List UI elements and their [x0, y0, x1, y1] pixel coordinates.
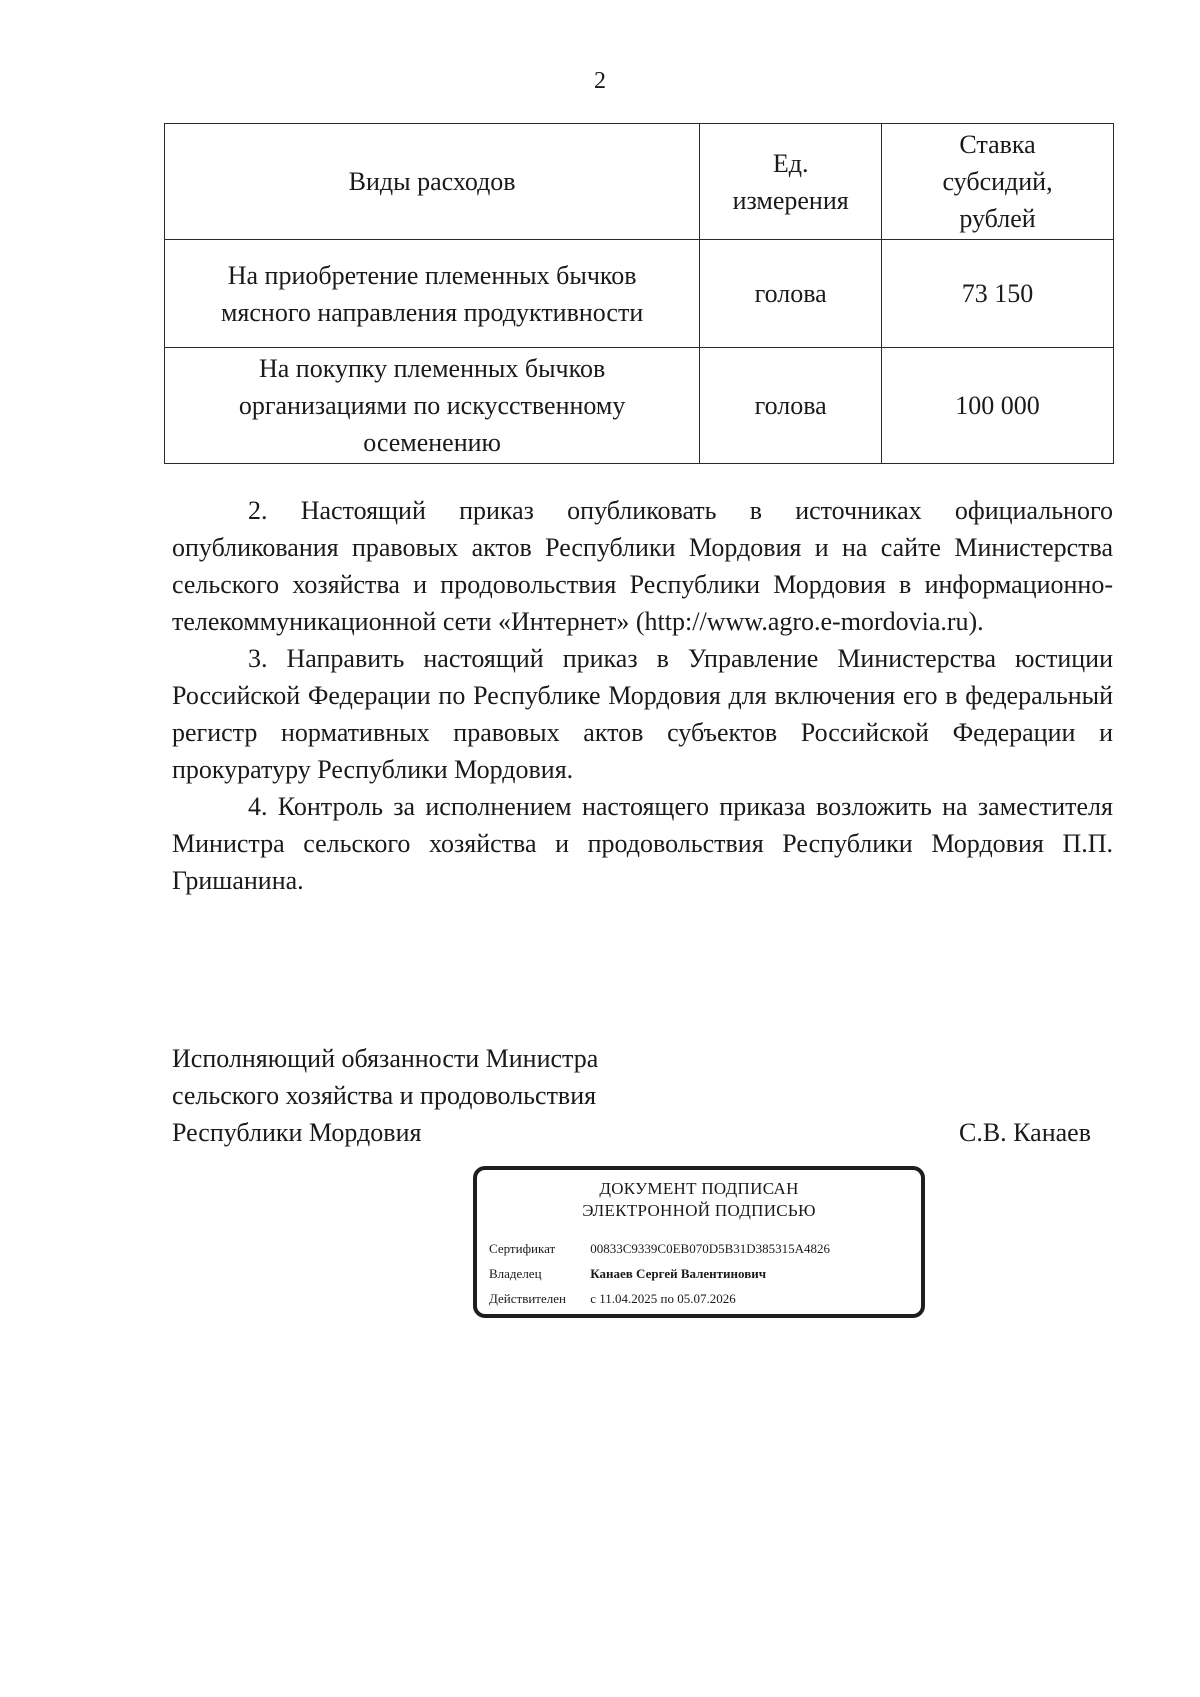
- stamp-owner-row: [489, 1261, 921, 1286]
- paragraph-registration: 3. Направить настоящий приказ в Управление Министерства юстиции Российской Федерации по Республике Мордовия для включения его в федеральный регистр нормативных правовых актов субъектов Российской Федерации и прокуратуру Республики Мордовия.: [172, 644, 1113, 784]
- header-rate-line: субсидий,: [942, 167, 1053, 196]
- stamp-title-line: ДОКУМЕНТ ПОДПИСАН: [599, 1179, 799, 1198]
- row-description-line: На покупку племенных бычков: [258, 354, 606, 383]
- stamp-certificate-value: 00833C9339C0EB070D5B31D385315A4826: [590, 1241, 831, 1256]
- header-rate-line: Ставка: [959, 130, 1036, 159]
- stamp-validity-label: Действителен: [489, 1291, 566, 1306]
- signatory-position-line: Исполняющий обязанности Министра: [172, 1044, 599, 1073]
- table-row: [165, 240, 1114, 348]
- row-unit: голова: [700, 240, 882, 348]
- order-body: [172, 492, 1113, 899]
- row-rate: 100 000: [882, 348, 1114, 464]
- header-expense-type: Виды расходов: [165, 124, 700, 240]
- row-description-line: осеменению: [363, 428, 501, 457]
- stamp-certificate-row: [489, 1236, 921, 1261]
- signature-block: [172, 1040, 1113, 1151]
- row-description-line: мясного направления продуктивности: [220, 297, 644, 327]
- header-unit-line: измерения: [732, 185, 849, 215]
- paragraph-publication: 2. Настоящий приказ опубликовать в источниках официального опубликования правовых актов Республики Мордовия и на сайте Министерства сельского хозяйства и продовольствия Республики Мордовия в информационно-телекоммуникационной сети «Интернет» (http://www.agro.e-mordovia.ru).: [172, 496, 1113, 636]
- stamp-title-line: ЭЛЕКТРОННОЙ ПОДПИСЬЮ: [582, 1201, 816, 1220]
- header-unit: [700, 124, 882, 240]
- signatory-position-line: Республики Мордовия: [172, 1118, 422, 1147]
- stamp-title: [477, 1178, 921, 1222]
- row-description: [165, 240, 700, 348]
- row-rate: 73 150: [882, 240, 1114, 348]
- row-description-line: организациями по искусственному: [238, 391, 626, 420]
- paragraph-control: 4. Контроль за исполнением настоящего приказа возложить на заместителя Министра сельского хозяйства и продовольствия Республики Мордовия П.П. Гришанина.: [172, 792, 1113, 895]
- header-rate: [882, 124, 1114, 240]
- row-description: [165, 348, 700, 464]
- electronic-signature-stamp: [473, 1166, 925, 1318]
- header-unit-line: Ед.: [772, 148, 809, 178]
- stamp-validity-row: [489, 1286, 921, 1311]
- row-unit: голова: [700, 348, 882, 464]
- stamp-certificate-label: Сертификат: [489, 1241, 556, 1256]
- table-row: [165, 348, 1114, 464]
- stamp-validity-value: с 11.04.2025 по 05.07.2026: [590, 1291, 736, 1306]
- subsidy-rates-table: [164, 123, 1114, 464]
- stamp-owner-value: Канаев Сергей Валентинович: [590, 1266, 767, 1281]
- header-rate-line: рублей: [959, 204, 1036, 233]
- signatory-position-line: сельского хозяйства и продовольствия: [172, 1081, 597, 1110]
- stamp-details: [477, 1236, 921, 1311]
- stamp-owner-label: Владелец: [489, 1266, 542, 1281]
- signatory-name: С.В. Канаев: [959, 1118, 1091, 1147]
- page-number: 2: [594, 68, 606, 94]
- row-description-line: На приобретение племенных бычков: [227, 260, 637, 290]
- table-header-row: [165, 124, 1114, 240]
